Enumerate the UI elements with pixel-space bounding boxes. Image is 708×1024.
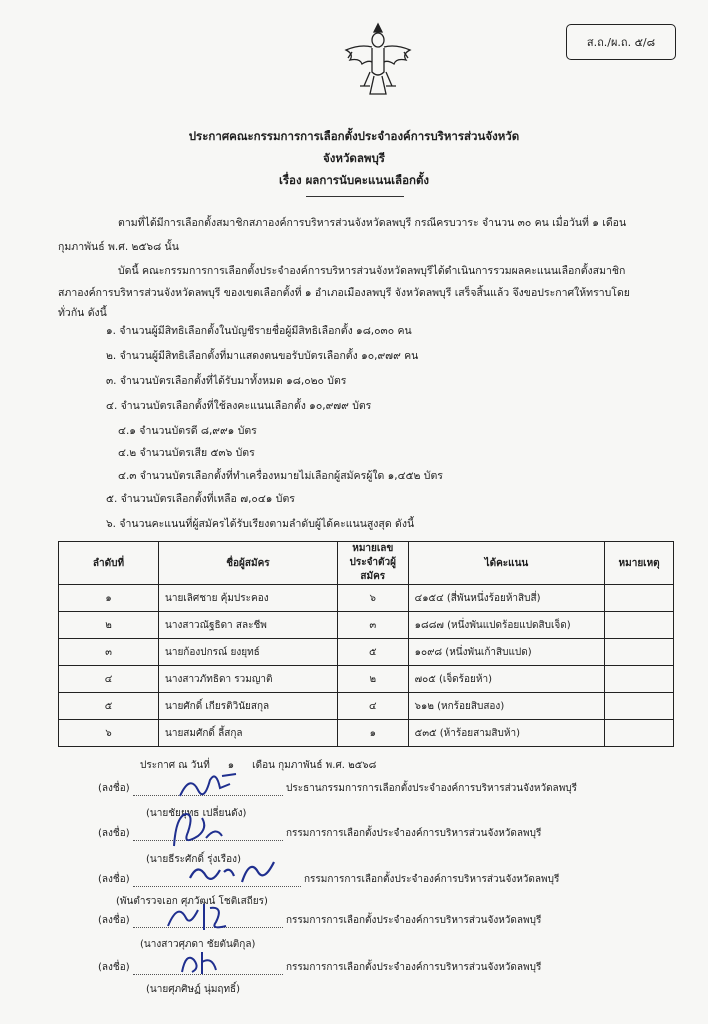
handwritten-signature-2	[162, 806, 232, 852]
item-6: ๖. จำนวนคะแนนที่ผู้สมัครได้รับเรียงตามลำดับผู้ได้คะแนนสูงสุด ดังนี้	[106, 518, 415, 530]
item-4: ๔. จำนวนบัตรเลือกตั้งที่ใช้ลงคะแนนเลือกตั้ง ๑๐,๙๗๙ บัตร	[106, 400, 372, 412]
cell-note	[605, 693, 674, 720]
sig-label: (ลงชื่อ)	[98, 915, 130, 926]
signature-3	[98, 872, 559, 887]
cell-name: นางสาวภัทธิดา รวมญาติ	[159, 666, 338, 693]
sig-name-5: (นายศุภศิษฏ์ นุ่มฤทธิ์)	[146, 984, 241, 995]
cell-number: ๕	[337, 639, 408, 666]
sig-label: (ลงชื่อ)	[98, 962, 130, 973]
cell-score: ๖๑๒ (หกร้อยสิบสอง)	[408, 693, 605, 720]
garuda-emblem-icon	[340, 20, 416, 98]
table-row	[59, 585, 674, 612]
item-4-3: ๔.๓ จำนวนบัตรเลือกตั้งที่ทำเครื่องหมายไม่เลือกผู้สมัครผู้ใด ๑,๔๕๒ บัตร	[118, 470, 443, 482]
intro-p2-line2: สภาองค์การบริหารส่วนจังหวัดลพบุรี ของเขตเลือกตั้งที่ ๑ อำเภอเมืองลพบุรี จังหวัดลพบุรี เสร็จสิ้นแล้ว จึงขอประกาศให้ทราบโดย	[58, 287, 630, 299]
sig-position: ประธานกรรมการการเลือกตั้งประจำองค์การบริหารส่วนจังหวัดลพบุรี	[285, 783, 577, 794]
table-row	[59, 720, 674, 747]
sig-label: (ลงชื่อ)	[98, 874, 130, 885]
header-number-line1: หมายเลข	[352, 543, 394, 554]
table-header-row	[59, 542, 674, 585]
cell-rank: ๔	[59, 666, 159, 693]
cell-score: ๑๐๙๘ (หนึ่งพันเก้าสิบแปด)	[408, 639, 605, 666]
intro-p1-line2: กุมภาพันธ์ พ.ศ. ๒๕๖๘ นั้น	[58, 241, 179, 253]
cell-name: นายเลิศชาย คุ้มประคอง	[159, 585, 338, 612]
cell-score: ๔๑๕๔ (สี่พันหนึ่งร้อยห้าสิบสี่)	[408, 585, 605, 612]
header-rank: ลำดับที่	[59, 542, 159, 585]
cell-number: ๔	[337, 693, 408, 720]
title-divider	[306, 196, 404, 197]
announcement-title: ประกาศคณะกรรมการการเลือกตั้งประจำองค์การบริหารส่วนจังหวัด	[188, 129, 520, 143]
handwritten-signature-3	[184, 852, 280, 892]
cell-note	[605, 585, 674, 612]
announce-day: ๑	[227, 760, 235, 771]
cell-rank: ๓	[59, 639, 159, 666]
table-row	[59, 639, 674, 666]
sig-position: กรรมการการเลือกตั้งประจำองค์การบริหารส่วนจังหวัดลพบุรี	[285, 962, 542, 973]
cell-note	[605, 612, 674, 639]
sig-name-1: (นายชัยยุทธ เปลี่ยนดัง)	[146, 808, 247, 819]
cell-score: ๑๘๘๗ (หนึ่งพันแปดร้อยแปดสิบเจ็ด)	[408, 612, 605, 639]
handwritten-signature-4	[160, 896, 240, 936]
item-4-1: ๔.๑ จำนวนบัตรดี ๘,๙๙๑ บัตร	[118, 425, 257, 437]
sig-name-4: (นางสาวศุภดา ชัยตันติกุล)	[140, 939, 256, 950]
document-code: ส.ถ./ผ.ถ. ๕/๘	[566, 24, 676, 60]
cell-number: ๑	[337, 720, 408, 747]
announce-month: เดือน กุมภาพันธ์ พ.ศ. ๒๕๖๘	[252, 760, 377, 771]
sig-position: กรรมการการเลือกตั้งประจำองค์การบริหารส่วนจังหวัดลพบุรี	[285, 828, 542, 839]
cell-number: ๒	[337, 666, 408, 693]
announce-prefix: ประกาศ ณ วันที่	[140, 760, 210, 771]
province-title: จังหวัดลพบุรี	[323, 151, 385, 165]
sig-position: กรรมการการเลือกตั้งประจำองค์การบริหารส่วนจังหวัดลพบุรี	[303, 874, 560, 885]
item-5: ๕. จำนวนบัตรเลือกตั้งที่เหลือ ๗,๐๔๑ บัตร	[106, 493, 295, 505]
cell-rank: ๒	[59, 612, 159, 639]
table-row	[59, 693, 674, 720]
cell-name: นายก้องปกรณ์ ยงยุทธ์	[159, 639, 338, 666]
intro-p1-line1: ตามที่ได้มีการเลือกตั้งสมาชิกสภาองค์การบริหารส่วนจังหวัดลพบุรี กรณีครบวาระ จำนวน ๓๐ คน เมื่อวันที่ ๑ เดือน	[118, 217, 627, 229]
header-number-line2: ประจำตัวผู้สมัคร	[349, 557, 397, 582]
cell-name: นายศักดิ์ เกียรติวินัยสกุล	[159, 693, 338, 720]
table-row	[59, 612, 674, 639]
sig-position: กรรมการการเลือกตั้งประจำองค์การบริหารส่วนจังหวัดลพบุรี	[285, 915, 542, 926]
header-name: ชื่อผู้สมัคร	[159, 542, 338, 585]
cell-score: ๕๓๕ (ห้าร้อยสามสิบห้า)	[408, 720, 605, 747]
sig-label: (ลงชื่อ)	[98, 783, 130, 794]
item-4-2: ๔.๒ จำนวนบัตรเสีย ๕๓๖ บัตร	[118, 447, 255, 459]
sig-label: (ลงชื่อ)	[98, 828, 130, 839]
cell-rank: ๑	[59, 585, 159, 612]
intro-p2-line3: ทั่วกัน ดังนี้	[58, 307, 107, 319]
subject-title: เรื่อง ผลการนับคะแนนเลือกตั้ง	[278, 173, 430, 187]
cell-score: ๗๐๕ (เจ็ดร้อยห้า)	[408, 666, 605, 693]
cell-note	[605, 720, 674, 747]
handwritten-signature-5	[172, 944, 232, 980]
sig-name-3: (พันตำรวจเอก ศุภวัฒน์ โชติเสถียร)	[116, 896, 268, 907]
header-number	[337, 542, 408, 585]
cell-name: นายสมศักดิ์ ลี้สกุล	[159, 720, 338, 747]
handwritten-signature-1	[170, 766, 250, 806]
cell-rank: ๖	[59, 720, 159, 747]
intro-p2-line1: บัดนี้ คณะกรรมการการเลือกตั้งประจำองค์การบริหารส่วนจังหวัดลพบุรีได้ดำเนินการรวมผลคะแนนเลือกตั้งสมาชิก	[118, 265, 626, 277]
cell-number: ๖	[337, 585, 408, 612]
cell-number: ๓	[337, 612, 408, 639]
item-2: ๒. จำนวนผู้มีสิทธิเลือกตั้งที่มาแสดงตนขอรับบัตรเลือกตั้ง ๑๐,๙๗๙ คน	[106, 350, 419, 362]
results-table	[58, 541, 674, 747]
cell-rank: ๕	[59, 693, 159, 720]
header-note: หมายเหตุ	[605, 542, 674, 585]
cell-note	[605, 666, 674, 693]
table-row	[59, 666, 674, 693]
item-3: ๓. จำนวนบัตรเลือกตั้งที่ได้รับมาทั้งหมด ๑๘,๐๒๐ บัตร	[106, 375, 347, 387]
item-1: ๑. จำนวนผู้มีสิทธิเลือกตั้งในบัญชีรายชื่อผู้มีสิทธิเลือกตั้ง ๑๘,๐๓๐ คน	[106, 325, 412, 337]
signature-5	[98, 960, 541, 975]
cell-note	[605, 639, 674, 666]
cell-name: นางสาวณัฐธิดา สละชีพ	[159, 612, 338, 639]
sig-name-2: (นายธีระศักดิ์ รุ่งเรือง)	[146, 854, 241, 865]
header-score: ได้คะแนน	[408, 542, 605, 585]
